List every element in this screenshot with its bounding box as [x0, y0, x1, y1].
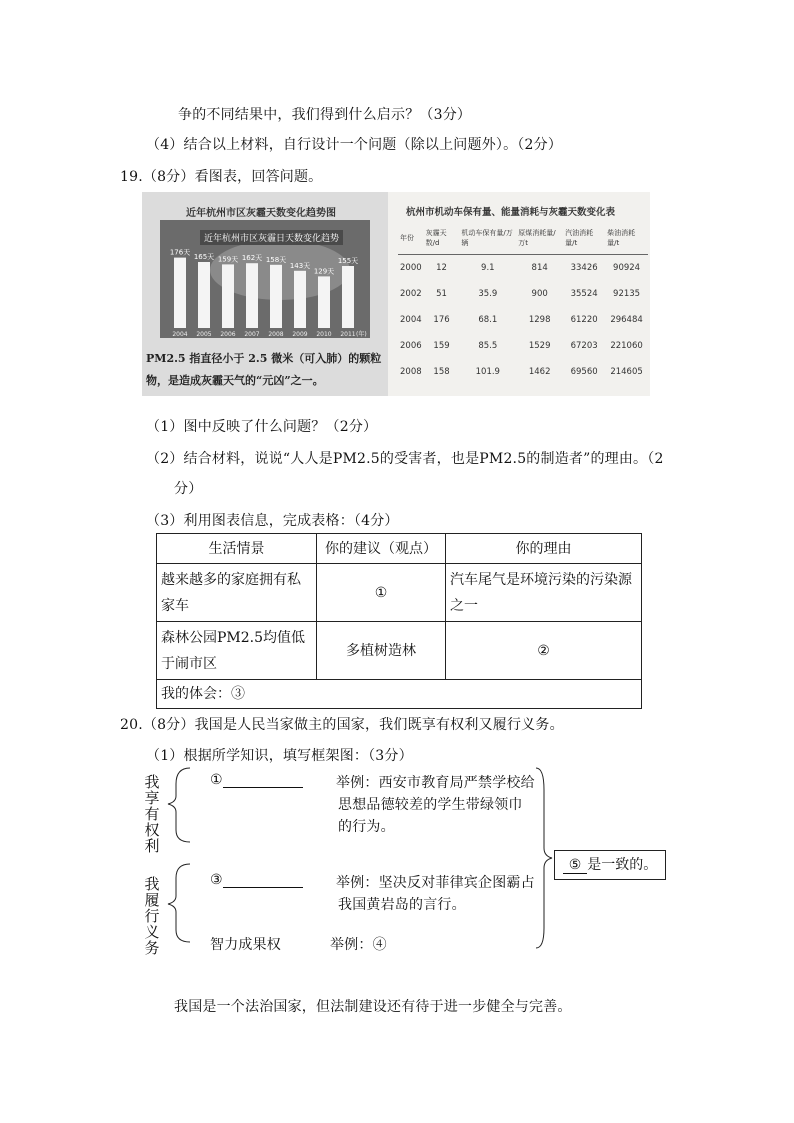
- figure-block: [142, 192, 650, 396]
- stats-title: 杭州市机动车保有量、能量消耗与灰霾天数变化表: [406, 207, 616, 218]
- stats-row: [398, 281, 648, 307]
- stats-table: [398, 228, 648, 385]
- blank-1: [223, 773, 303, 788]
- stats-cell: 1298: [528, 315, 551, 325]
- bar-value-label: 176天: [169, 248, 191, 257]
- bar: [270, 265, 282, 328]
- stats-cell: 90924: [613, 263, 641, 273]
- x-axis-unit: (年): [356, 331, 367, 338]
- question-line: （4）结合以上材料，自行设计一个问题（除以上问题外）。（2分）: [146, 137, 563, 153]
- bar-value-label: 143天: [289, 261, 311, 270]
- stats-cell: 1462: [528, 367, 551, 377]
- item-3-mark: ③: [210, 872, 223, 888]
- question-20-title: 20.（8分）我国是人民当家做主的国家，我们既享有权利又履行义务。: [120, 717, 564, 733]
- stats-cell: 51: [436, 289, 447, 299]
- bar: [198, 262, 210, 328]
- conclusion-text: 是一致的。: [587, 857, 658, 873]
- table-cell: 森林公园PM2.5均值低于闹市区: [157, 622, 317, 680]
- bar: [174, 258, 186, 328]
- duties-label: 我履行义务: [144, 875, 160, 957]
- stats-cell: 2000: [400, 263, 422, 273]
- table-header: 你的建议（观点）: [317, 534, 446, 564]
- bar: [342, 266, 354, 328]
- stats-header: 机动车保有量/万辆: [459, 228, 516, 255]
- bar: [294, 271, 306, 328]
- stats-table-block: [398, 204, 648, 385]
- question-line: （3）利用图表信息，完成表格：（4分）: [146, 513, 399, 529]
- x-tick-label: 2011: [340, 331, 356, 338]
- bar-value-label: 158天: [265, 255, 287, 264]
- table-cell: 多植树造林: [317, 622, 446, 680]
- stats-cell: 101.9: [475, 367, 500, 377]
- question-line: 分）: [174, 481, 203, 497]
- stats-header: 柴油消耗量/t: [605, 228, 648, 255]
- stats-cell: 69560: [570, 367, 598, 377]
- stats-row: [398, 333, 648, 359]
- answer-table: [156, 533, 642, 709]
- blank-3: [223, 873, 303, 888]
- stats-cell: 159: [433, 341, 450, 351]
- stats-cell: 296484: [610, 315, 643, 325]
- stats-cell: 33426: [570, 263, 598, 273]
- rights-label: 我享有权利: [144, 773, 160, 855]
- stats-cell: 2002: [400, 289, 422, 299]
- item-1-mark: ①: [210, 772, 223, 788]
- x-tick-label: 2009: [292, 331, 308, 338]
- stats-cell: 35524: [570, 289, 598, 299]
- question-line: （1）根据所学知识，填写框架图：（3分）: [146, 748, 413, 764]
- rights-brace: [168, 768, 190, 842]
- table-cell: 越来越多的家庭拥有私家车: [157, 564, 317, 622]
- bar: [318, 276, 330, 328]
- x-tick-label: 2004: [172, 331, 188, 338]
- chart-caption: PM2.5 指直径小于 2.5 微米（可入肺）的颗粒物，是造成灰霾天气的“元凶”之一。: [146, 352, 382, 387]
- example-1a: 举例：西安市教育局严禁学校给: [336, 775, 535, 791]
- stats-row: [398, 307, 648, 333]
- conclusion-mark: ⑤: [563, 857, 588, 874]
- bar-value-label: 165天: [193, 253, 215, 261]
- stats-header: 年份: [398, 228, 424, 255]
- question-line: 争的不同结果中，我们得到什么启示？（3分）: [178, 107, 472, 123]
- x-tick-label: 2007: [244, 331, 260, 338]
- stats-header: 汽油消耗量/t: [563, 228, 605, 255]
- table-cell: 汽车尾气是环境污染的污染源之一: [446, 564, 642, 622]
- stats-cell: 12: [436, 263, 447, 273]
- stats-cell: 900: [531, 289, 548, 299]
- item-1: [210, 772, 303, 788]
- framework-diagram: [140, 760, 680, 960]
- table-cell: ②: [446, 622, 642, 680]
- table-header: 生活情景: [157, 534, 317, 564]
- stats-cell: 214605: [610, 367, 643, 377]
- table-footer: 我的体会：③: [157, 680, 642, 709]
- table-cell: ①: [317, 564, 446, 622]
- example-3b: 我国黄岩岛的言行。: [338, 897, 466, 913]
- example-1c: 的行为。: [338, 819, 395, 835]
- stats-cell: 1529: [528, 341, 551, 351]
- question-line: （1）图中反映了什么问题？（2分）: [146, 419, 378, 435]
- bar-value-label: 159天: [217, 255, 239, 264]
- stats-cell: 61220: [570, 315, 598, 325]
- item-ip: 智力成果权: [210, 937, 281, 953]
- table-header: 你的理由: [446, 534, 642, 564]
- stats-cell: 85.5: [478, 341, 498, 351]
- stats-row: [398, 359, 648, 385]
- example-1b: 思想品德较差的学生带绿领巾: [338, 797, 523, 813]
- bar-value-label: 129天: [313, 267, 335, 276]
- stats-cell: 35.9: [478, 289, 498, 299]
- x-tick-label: 2006: [220, 331, 236, 338]
- x-tick-label: 2008: [268, 331, 284, 338]
- item-3: [210, 872, 303, 888]
- stats-cell: 2006: [400, 341, 422, 351]
- stats-cell: 92135: [613, 289, 641, 299]
- chart-title: 近年杭州市区灰霾天数变化趋势图: [186, 208, 336, 219]
- x-tick-label: 2010: [316, 331, 332, 338]
- question-19-title: 19.（8分）看图表，回答问题。: [120, 169, 323, 185]
- stats-cell: 814: [531, 263, 548, 273]
- chart-inner-title: 近年杭州市区灰霾日天数变化趋势: [200, 230, 343, 245]
- final-line: 我国是一个法治国家，但法制建设还有待于进一步健全与完善。: [174, 999, 572, 1015]
- stats-cell: 158: [433, 367, 450, 377]
- example-3a: 举例：坚决反对菲律宾企图霸占: [336, 875, 535, 891]
- stats-header: 原煤消耗量/万t: [516, 228, 563, 255]
- bar: [246, 263, 258, 328]
- chart-panel: [160, 220, 370, 338]
- x-tick-label: 2005: [196, 331, 212, 338]
- bar: [222, 264, 234, 328]
- stats-cell: 221060: [610, 341, 643, 351]
- stats-row: [398, 255, 648, 282]
- right-brace: [536, 768, 552, 948]
- stats-cell: 2008: [400, 367, 422, 377]
- stats-header: 灰霾天数/d: [424, 228, 460, 255]
- stats-cell: 9.1: [481, 263, 495, 273]
- stats-cell: 176: [433, 315, 450, 325]
- question-line: （2）结合材料，说说“人人是PM2.5的受害者，也是PM2.5的制造者”的理由。（2: [146, 451, 664, 467]
- stats-cell: 2004: [400, 315, 422, 325]
- stats-cell: 68.1: [478, 315, 498, 325]
- haze-chart: [142, 192, 388, 396]
- bar-value-label: 155天: [337, 257, 359, 265]
- duties-brace: [168, 864, 190, 942]
- bar-value-label: 162天: [241, 254, 263, 263]
- conclusion-box: [554, 850, 666, 880]
- stats-cell: 67203: [570, 341, 598, 351]
- example-4: 举例：④: [330, 937, 387, 953]
